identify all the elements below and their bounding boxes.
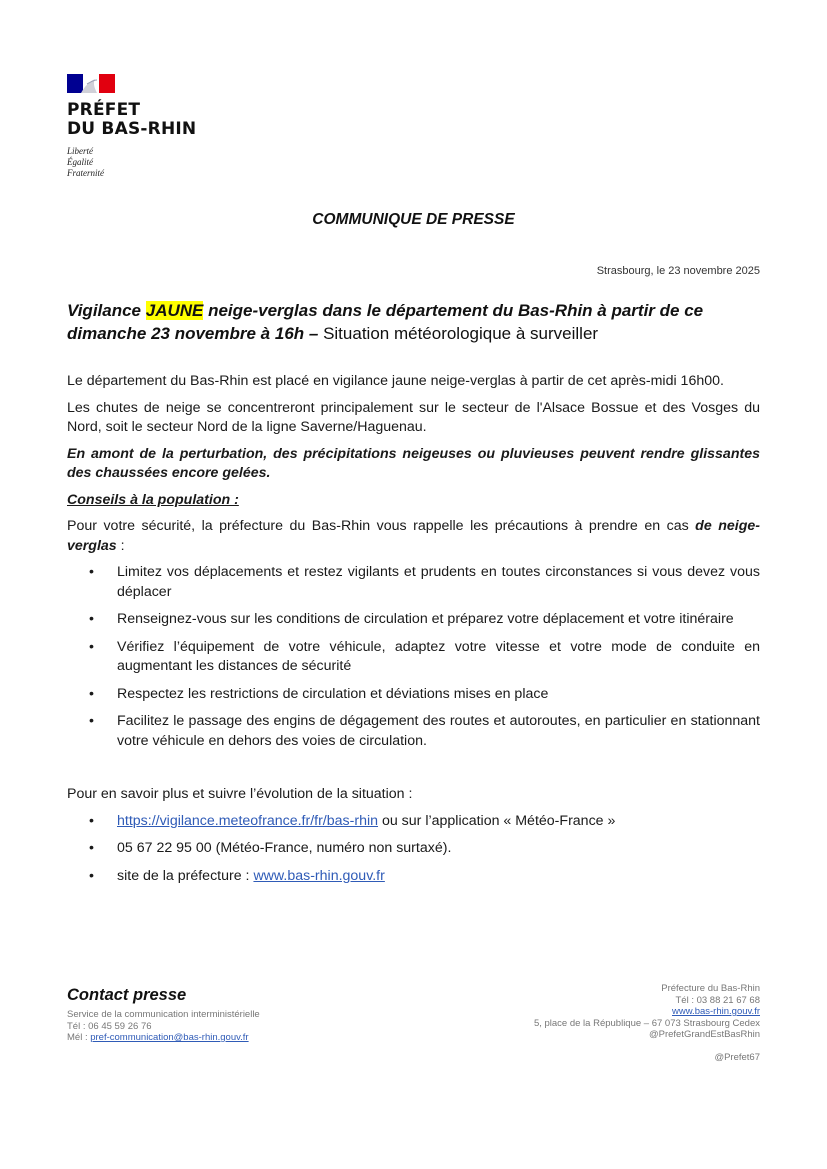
devise	[67, 146, 207, 179]
list-item	[67, 685, 760, 705]
press-contact	[67, 986, 367, 1044]
bullet-icon: •	[89, 867, 94, 884]
prefecture-footer	[440, 983, 760, 1063]
logo-line-2: DU BAS-RHIN	[67, 119, 197, 139]
devise-fraternite: Fraternité	[67, 168, 104, 178]
advice-item-text: Respectez les restrictions de circulation et déviations mises en place	[117, 685, 549, 702]
contact-mail-prefix: Mél :	[67, 1032, 91, 1043]
contact-title: Contact presse	[67, 986, 187, 1004]
advice-item-text: Renseignez-vous sur les conditions de circulation et préparez votre déplacement et votre itinéraire	[117, 611, 734, 627]
list-item	[67, 638, 760, 677]
prefecture-site-link[interactable]: www.bas-rhin.gouv.fr	[253, 867, 385, 884]
headline-bold: neige-verglas dans le département du Bas-Rhin à partir de ce dimanche 23 novembre à 16h –	[67, 301, 704, 343]
contact-service: Service de la communication interministérielle	[67, 1009, 260, 1020]
list-item	[67, 839, 760, 859]
list-item	[67, 610, 760, 630]
bullet-icon: •	[89, 713, 94, 729]
advice-heading: Conseils à la population :	[67, 491, 239, 508]
devise-liberte: Liberté	[67, 146, 93, 156]
marianne-flag-icon	[67, 74, 115, 93]
bullet-icon: •	[89, 840, 94, 856]
site-prefix: site de la préfecture :	[117, 867, 254, 884]
list-item	[67, 563, 760, 602]
advice-item-text: Vérifiez l’équipement de votre véhicule, adaptez votre vitesse et votre mode de conduite en augmentant les distances de sécurité	[117, 638, 760, 674]
contact-mail	[67, 1032, 367, 1044]
prefet-logo	[67, 74, 207, 179]
dateline: Strasbourg, le 23 novembre 2025	[596, 265, 760, 277]
headline-normal: Situation météorologique à surveiller	[318, 324, 599, 343]
bullet-icon: •	[89, 611, 94, 627]
list-item	[67, 812, 760, 832]
more-info-text: Pour en savoir plus et suivre l’évolution de la situation :	[67, 786, 413, 802]
bullet-icon: •	[89, 812, 94, 829]
contact-tel: Tél : 06 45 59 26 76	[67, 1020, 152, 1032]
devise-egalite: Égalité	[67, 157, 93, 167]
headline-prefix: Vigilance	[67, 301, 146, 320]
footer-name: Préfecture du Bas-Rhin	[661, 983, 760, 994]
meteofrance-link[interactable]: https://vigilance.meteofrance.fr/fr/bas-rhin	[117, 812, 379, 829]
advice-intro-text: Pour votre sécurité, la préfecture du Bas-Rhin vous rappelle les précautions à prendre en cas	[67, 518, 696, 534]
footer-site-link[interactable]: www.bas-rhin.gouv.fr	[672, 1006, 760, 1017]
headline	[67, 299, 760, 345]
advice-intro	[67, 517, 760, 556]
advice-list	[67, 563, 760, 751]
advice-intro-bold: de neige-verglas	[67, 518, 761, 554]
info-list	[67, 812, 760, 887]
footer-tel: Tél : 03 88 21 67 68	[675, 994, 760, 1006]
headline-highlight: JAUNE	[145, 301, 204, 320]
footer-social-1: @PrefetGrandEstBasRhin	[648, 1029, 760, 1040]
bullet-icon: •	[89, 638, 94, 655]
meteofrance-phone: 05 67 22 95 00 (Météo-France, numéro non surtaxé).	[117, 840, 452, 856]
advice-item-text: Limitez vos déplacements et restez vigilants et prudents en toutes circonstances si vous devez vous déplacer	[117, 564, 760, 600]
footer-social-2: @Prefet67	[714, 1051, 760, 1063]
footer-address: 5, place de la République – 67 073 Strasbourg Cedex	[533, 1017, 760, 1029]
advice-item-text: Facilitez le passage des engins de dégagement des routes et autoroutes, en particulier en stationnant votre véhicule en dehors des voies de circulation.	[117, 713, 760, 749]
document-title: COMMUNIQUE DE PRESSE	[312, 211, 515, 228]
logo-line-1: PRÉFET	[67, 100, 141, 120]
press-body	[67, 372, 760, 894]
list-item	[67, 712, 760, 751]
list-item	[67, 867, 760, 887]
advice-intro-end: :	[116, 537, 125, 554]
meteofrance-app-text: ou sur l’application « Météo-France »	[378, 812, 616, 829]
paragraph-warning: En amont de la perturbation, des précipitations neigeuses ou pluvieuses peuvent rendre glissantes des chaussées encore gelées.	[67, 445, 760, 481]
paragraph-vigilance: Le département du Bas-Rhin est placé en vigilance jaune neige-verglas à partir de cet après-midi 16h00.	[67, 373, 724, 389]
bullet-icon: •	[89, 564, 94, 580]
paragraph-snowfall: Les chutes de neige se concentreront principalement sur le secteur de l'Alsace Bossue et des Vosges du Nord, soit le secteur Nord de la ligne Saverne/Haguenau.	[67, 399, 760, 435]
contact-mail-link[interactable]: pref-communication@bas-rhin.gouv.fr	[90, 1032, 249, 1043]
bullet-icon: •	[89, 685, 94, 702]
